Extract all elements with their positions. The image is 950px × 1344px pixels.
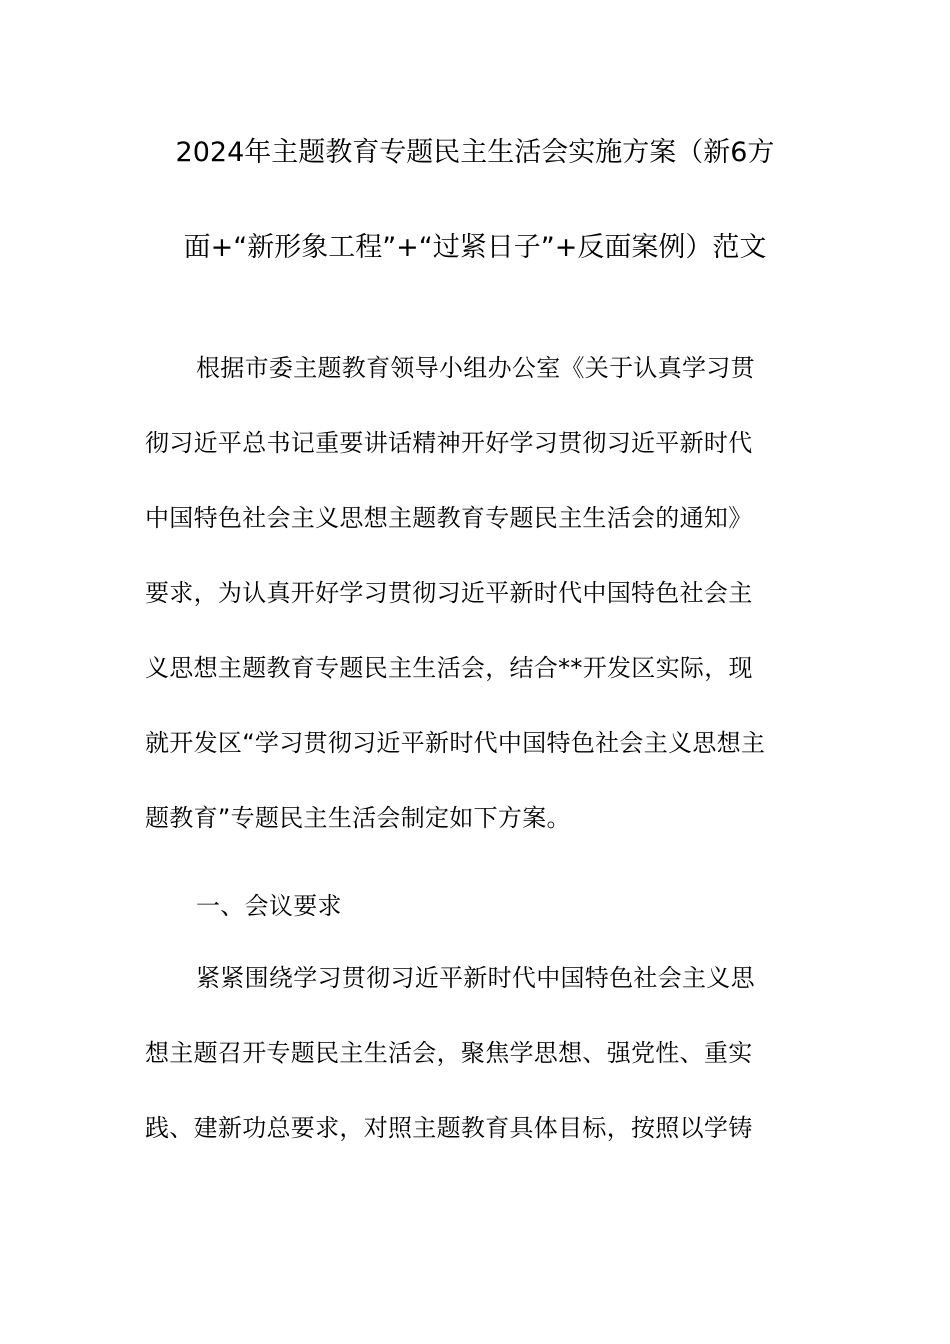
paragraph-1-line-2: 彻习近平总书记重要讲话精神开好学习贯彻习近平新时代 — [145, 429, 753, 457]
section-heading: 一、会议要求 — [196, 892, 342, 920]
document-title-line-1: 2024年主题教育专题民主生活会实施方案（新6方 — [175, 137, 775, 168]
paragraph-2-line-3: 践、建新功总要求，对照主题教育具体目标，按照以学铸 — [145, 1114, 753, 1142]
paragraph-1-line-4: 要求，为认真开好学习贯彻习近平新时代中国特色社会主 — [145, 579, 753, 607]
paragraph-1-line-3: 中国特色社会主义思想主题教育专题民主生活会的通知》 — [145, 504, 753, 532]
document-title-line-2: 面+“新形象工程”+“过紧日子”+反面案例）范文 — [183, 232, 767, 263]
paragraph-1-line-1: 根据市委主题教育领导小组办公室《关于认真学习贯 — [196, 354, 755, 382]
paragraph-1-line-7: 题教育”专题民主生活会制定如下方案。 — [145, 804, 571, 832]
paragraph-1-line-6: 就开发区“学习贯彻习近平新时代中国特色社会主义思想主 — [145, 729, 766, 757]
paragraph-2-line-1: 紧紧围绕学习贯彻习近平新时代中国特色社会主义思 — [196, 964, 755, 992]
paragraph-1-line-5: 义思想主题教育专题民主生活会，结合**开发区实际，现 — [145, 654, 753, 682]
paragraph-2-line-2: 想主题召开专题民主生活会，聚焦学思想、强党性、重实 — [145, 1039, 753, 1067]
